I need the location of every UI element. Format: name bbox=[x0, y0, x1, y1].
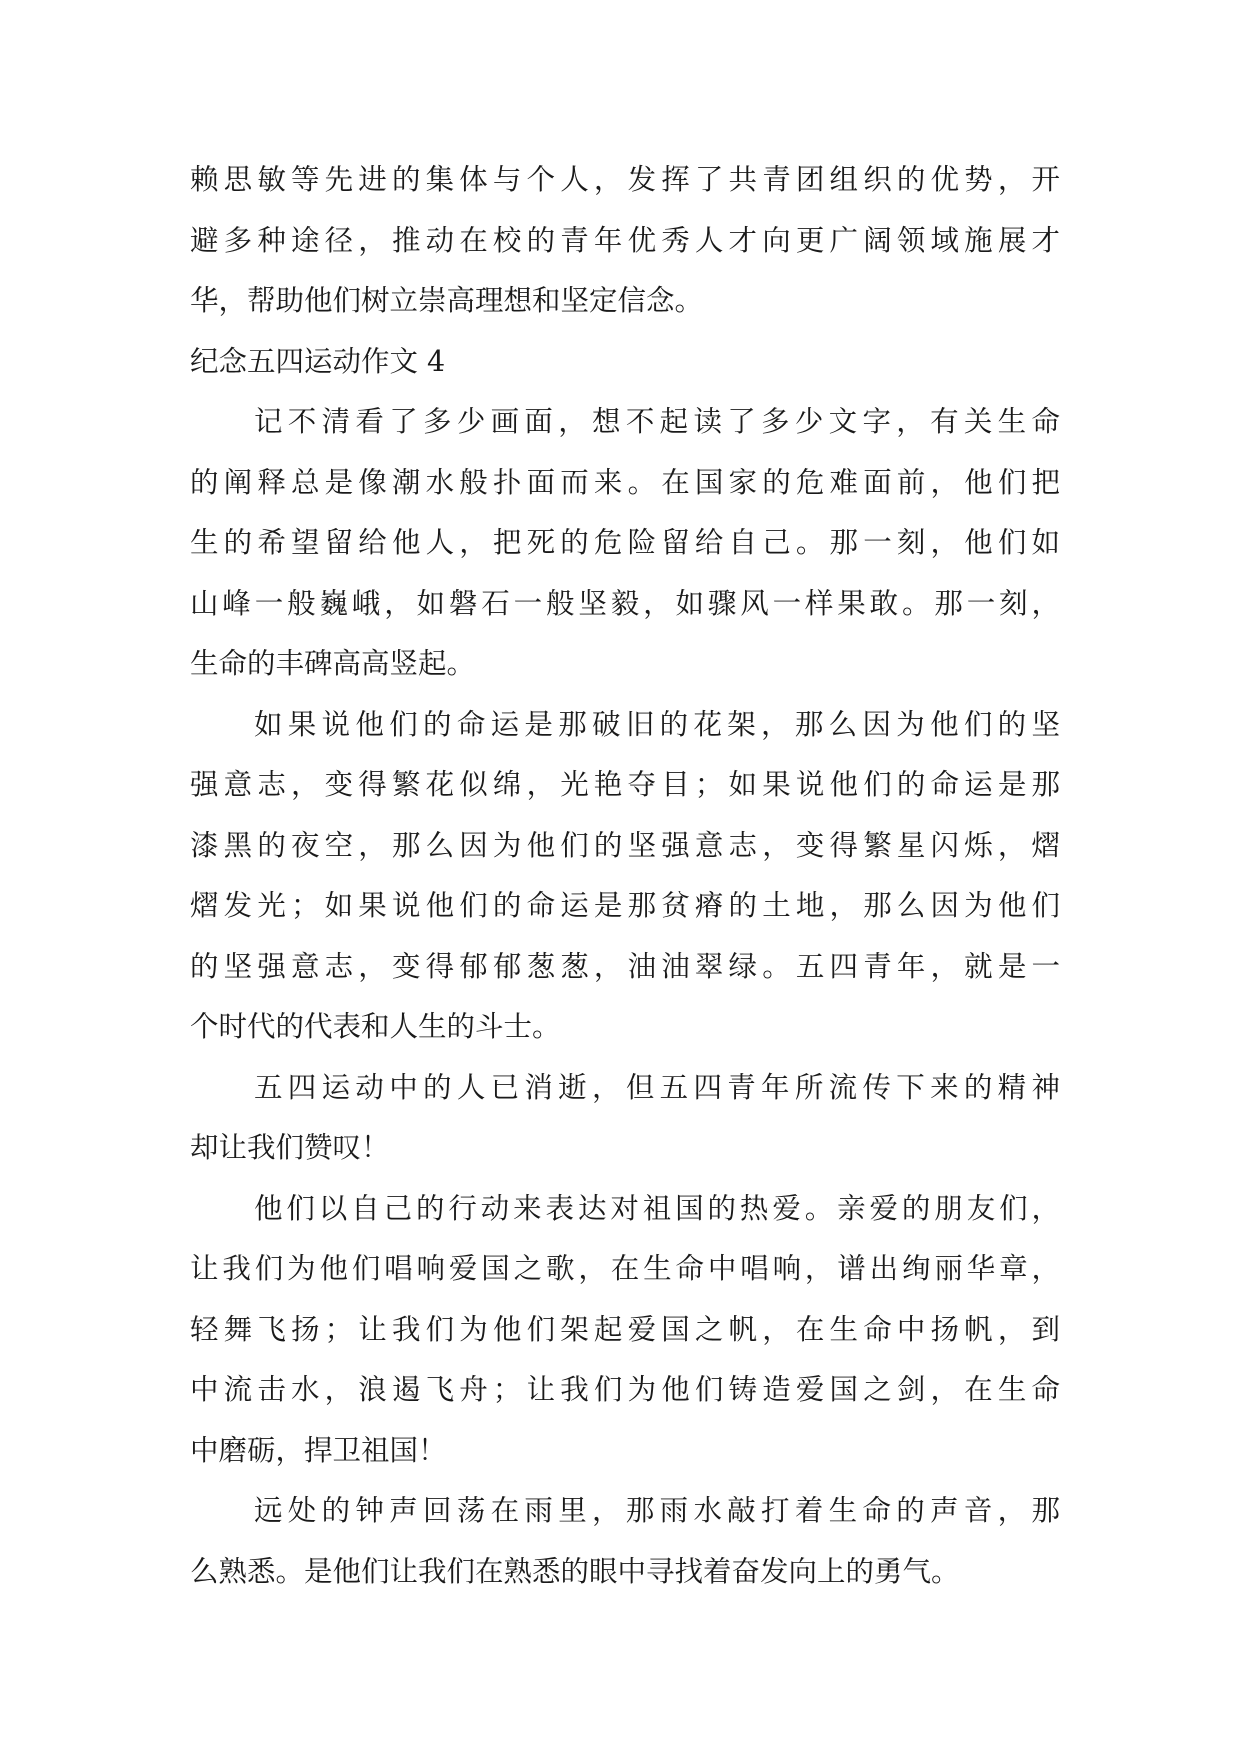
text-line: 华，帮助他们树立崇高理想和坚定信念。 bbox=[190, 284, 704, 317]
text-line: 山峰一般巍峨，如磐石一般坚毅，如骤风一样果敢。那一刻， bbox=[190, 586, 1060, 620]
text-line: 避多种途径，推动在校的青年优秀人才向更广阔领域施展才 bbox=[190, 223, 1060, 257]
paragraph bbox=[190, 1481, 1060, 1602]
section-heading: 纪念五四运动作文 4 bbox=[190, 344, 446, 378]
paragraph bbox=[190, 1058, 1060, 1179]
text-line: 赖思敏等先进的集体与个人，发挥了共青团组织的优势，开 bbox=[190, 163, 1060, 196]
text-line: 远处的钟声回荡在雨里，那雨水敲打着生命的声音，那 bbox=[254, 1494, 1060, 1527]
text-line: 如果说他们的命运是那破旧的花架，那么因为他们的坚 bbox=[254, 707, 1060, 741]
text-line: 轻舞飞扬；让我们为他们架起爱国之帆，在生命中扬帆，到 bbox=[190, 1312, 1060, 1346]
text-line: 熠发光；如果说他们的命运是那贫瘠的土地，那么因为他们 bbox=[190, 889, 1060, 922]
text-line: 个时代的代表和人生的斗士。 bbox=[190, 1010, 561, 1043]
text-line: 生的希望留给他人，把死的危险留给自己。那一刻，他们如 bbox=[190, 526, 1060, 559]
paragraph bbox=[190, 695, 1060, 1058]
document-page bbox=[190, 150, 1060, 1602]
text-line: 却让我们赞叹！ bbox=[190, 1131, 390, 1164]
text-line: 漆黑的夜空，那么因为他们的坚强意志，变得繁星闪烁，熠 bbox=[190, 828, 1060, 862]
text-line: 生命的丰碑高高竖起。 bbox=[190, 647, 476, 680]
paragraph-continuation bbox=[190, 150, 1060, 332]
text-line: 让我们为他们唱响爱国之歌，在生命中唱响，谱出绚丽华章， bbox=[190, 1252, 1060, 1285]
text-line: 中磨砺，捍卫祖国！ bbox=[190, 1433, 447, 1467]
text-line: 强意志，变得繁花似绵，光艳夺目；如果说他们的命运是那 bbox=[190, 768, 1060, 801]
paragraph bbox=[190, 392, 1060, 695]
paragraph bbox=[190, 1179, 1060, 1482]
text-line: 他们以自己的行动来表达对祖国的热爱。亲爱的朋友们， bbox=[254, 1191, 1060, 1225]
text-line: 的阐释总是像潮水般扑面而来。在国家的危难面前，他们把 bbox=[190, 465, 1060, 499]
text-line: 五四运动中的人已消逝，但五四青年所流传下来的精神 bbox=[254, 1070, 1060, 1104]
text-line: 么熟悉。是他们让我们在熟悉的眼中寻找着奋发向上的勇气。 bbox=[190, 1554, 960, 1588]
text-line: 中流击水，浪遏飞舟；让我们为他们铸造爱国之剑，在生命 bbox=[190, 1373, 1060, 1406]
text-line: 的坚强意志，变得郁郁葱葱，油油翠绿。五四青年，就是一 bbox=[190, 949, 1060, 983]
text-line: 记不清看了多少画面，想不起读了多少文字，有关生命 bbox=[254, 405, 1060, 438]
